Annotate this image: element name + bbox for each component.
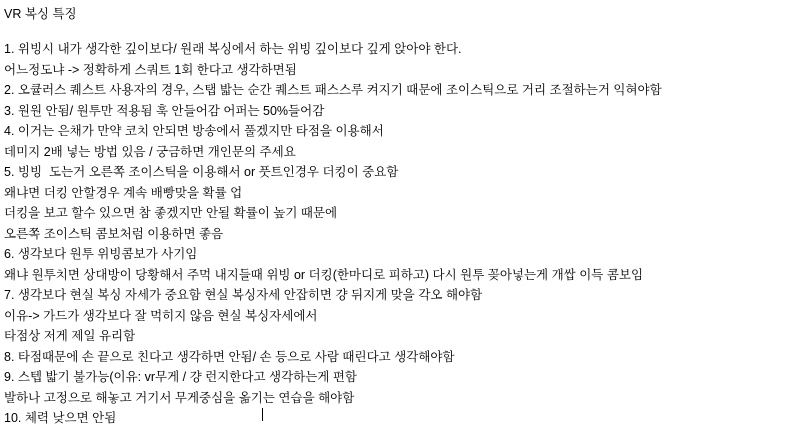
text-line: 5. 빙빙 도는거 오른쪽 조이스틱을 이용해서 or 풋트인경우 더킹이 중요함 [4,165,399,179]
text-line: 발하나 고정으로 해놓고 거기서 무게중심을 옮기는 연습을 해야함 [4,390,355,405]
text-line: 왜냐 원투치면 상대방이 당황해서 주먹 내지들때 위빙 or 더킹(한마디로 피하고) 다시 원투 꽂아넣는게 개쌉 이득 콤보임 [4,267,644,282]
text-line: 왜냐면 더킹 안할경우 계속 배빵맞을 확률 업 [4,185,243,200]
text-line: 1. 위빙시 내가 생각한 깊이보다/ 원래 복싱에서 하는 위빙 깊이보다 깊게 앉아야 한다. [4,42,462,56]
text-line: 어느정도냐 -> 정확하게 스쿼트 1회 한다고 생각하면됨 [4,62,297,77]
text-line: 4. 이거는 은채가 만약 코치 안되면 방송에서 풀겠지만 타점을 이용해서 [4,124,384,138]
text-line: 7. 생각보다 현실 복싱 자세가 중요함 현실 복싱자세 안잡히면 걍 뒤지게 맞을 각오 해야함 [4,288,483,302]
text-line: 8. 타점때문에 손 끝으로 친다고 생각하면 안됨/ 손 등으로 사람 때린다고 생각해야함 [4,349,455,364]
page-title: VR 복싱 특징 [4,7,77,21]
text-line: 3. 원원 안됨/ 원투만 적용됨 훅 안들어감 어퍼는 50%들어감 [4,103,325,118]
text-line: 데미지 2배 넣는 방법 있음 / 궁금하면 개인문의 주세요 [4,144,296,159]
text-line: 10. 체력 낮으면 안됨 [4,411,117,425]
text-line: 2. 오큘러스 퀘스트 사용자의 경우, 스탭 밟는 순간 퀘스트 패스스루 켜지기 때문에 조이스틱으로 거리 조절하는거 익혀야함 [4,83,662,97]
text-line: 더킹을 보고 할수 있으면 참 좋겠지만 안될 확률이 높기 때문에 [4,206,338,220]
text-cursor-icon [262,408,263,421]
text-line: 9. 스텝 밟기 불가능(이유: vr무게 / 걍 런지한다고 생각하는게 편함 [4,370,358,384]
text-line: 이유-> 가드가 생각보다 잘 먹히지 않음 현실 복싱자세에서 [4,308,318,323]
document-text [4,39,800,429]
text-line: 타점상 저게 제일 유리함 [4,329,136,343]
text-line: 6. 생각보다 원투 위빙콤보가 사기임 [4,247,198,261]
text-line: 오른쪽 조이스틱 콤보처럼 이용하면 좋음 [4,226,224,241]
